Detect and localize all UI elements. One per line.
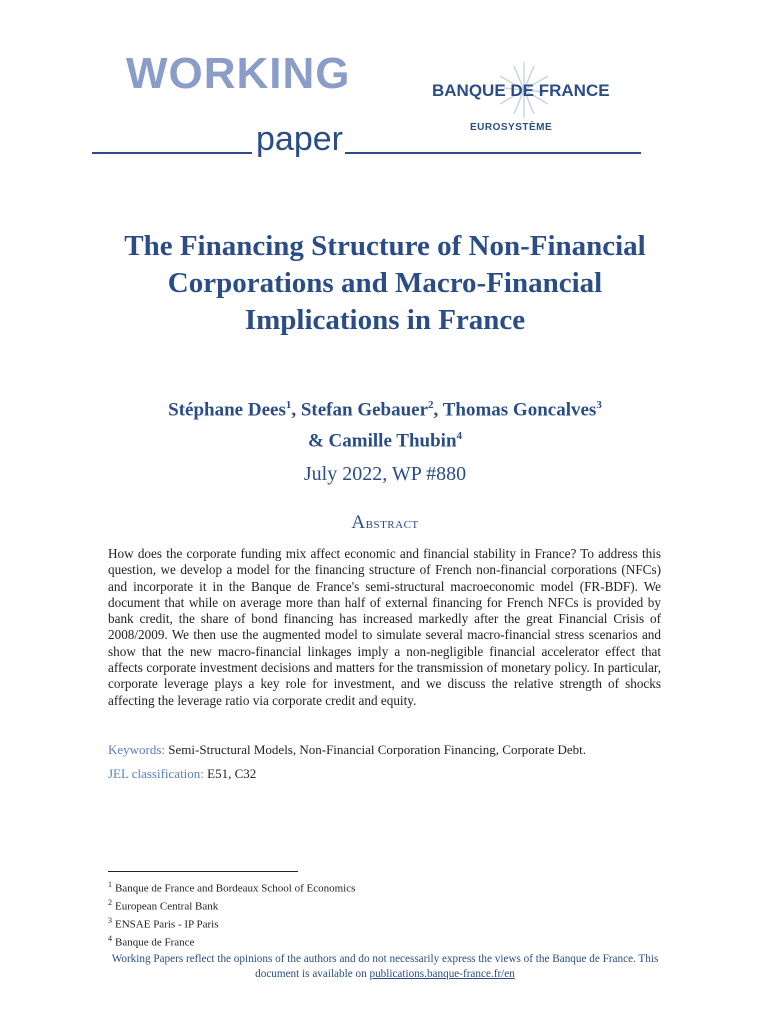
author-footnote-ref: 2: [428, 399, 434, 411]
footnote-rule: [108, 871, 298, 872]
author-separator: ,: [291, 399, 301, 421]
footnote-item: [108, 914, 668, 932]
keywords-value: Semi-Structural Models, Non-Financial Corporation Financing, Corporate Debt.: [168, 742, 587, 757]
bank-subtitle: EUROSYSTÈME: [470, 122, 553, 133]
footnote-item: [108, 932, 668, 950]
author-footnote-ref: 3: [596, 399, 602, 411]
working-label: WORKING: [126, 49, 351, 98]
footnote-number: 2: [108, 898, 112, 908]
footnote-text: ENSAE Paris - IP Paris: [115, 918, 219, 931]
footnote-number: 1: [108, 880, 112, 889]
author-name: Thomas Goncalves: [442, 399, 597, 421]
footnote-text: Banque de France and Bordeaux School of Economics: [115, 882, 356, 895]
jel-label: JEL classification:: [108, 766, 204, 781]
date-line: July 2022, WP #880: [303, 463, 467, 485]
bank-name: BANQUE DE FRANCE: [432, 81, 610, 100]
footnote-item: [108, 878, 668, 896]
abstract-heading-rest: bstract: [365, 515, 419, 532]
keywords-label: Keywords:: [108, 742, 166, 757]
paper-title: The Financing Structure of Non-Financial Corporations and Macro-Financial Implications in France: [124, 230, 646, 336]
author-footnote-ref: 4: [456, 430, 463, 443]
footnote-number: 4: [108, 934, 112, 944]
footnote-text: Banque de France: [115, 937, 195, 950]
author-name: Stéphane Dees: [168, 399, 286, 421]
header-rule-left: [92, 152, 252, 154]
author-footnote-ref: 1: [285, 399, 292, 411]
abstract-body: How does the corporate funding mix affect economic and financial stability in France? To address this question, we develop a model for the financing structure of French non-financial corporations (NFCs) and incorporate it in the Banque de France's semi-structural macroeconomic model (FR-BDF). We document that while on average more than half of external financing for French NFCs is provided by bank credit, the share of bond financing has increased markedly after the great Financial Crisis of 2008/2009. We then use the augmented model to simulate several macro-financial stress scenarios and show that the new macro-financial linkages imply a non-negligible financial accelerator effect that affects corporate investment decisions and matters for the transmission of monetary policy. In particular, corporate leverage plays a key role for investment, and we discuss the relative strength of shocks affecting the leverage ratio via corporate credit and equity.: [108, 546, 661, 708]
keywords-line: [108, 742, 668, 758]
footnote-item: [108, 896, 668, 914]
header-rule-right: [345, 152, 641, 154]
publications-link[interactable]: publications.banque-france.fr/en: [369, 968, 515, 980]
footnote-list: [108, 878, 668, 951]
footnote-number: 3: [108, 916, 112, 926]
paper-label: paper: [256, 120, 343, 158]
author-separator: ,: [433, 399, 443, 421]
abstract-heading: [95, 512, 675, 534]
abstract-heading-initial: A: [351, 512, 366, 533]
disclaimer: [108, 952, 662, 982]
author-list: [95, 392, 675, 455]
footnote-text: European Central Bank: [115, 900, 219, 913]
author-name: Stefan Gebauer: [300, 399, 429, 421]
disclaimer-text: Working Papers reflect the opinions of the authors and do not necessarily express the views of the Banque de France. This document is available on: [111, 953, 659, 980]
author-name: & Camille Thubin: [307, 430, 457, 452]
jel-value: E51, C32: [207, 766, 257, 781]
jel-line: [108, 766, 668, 782]
